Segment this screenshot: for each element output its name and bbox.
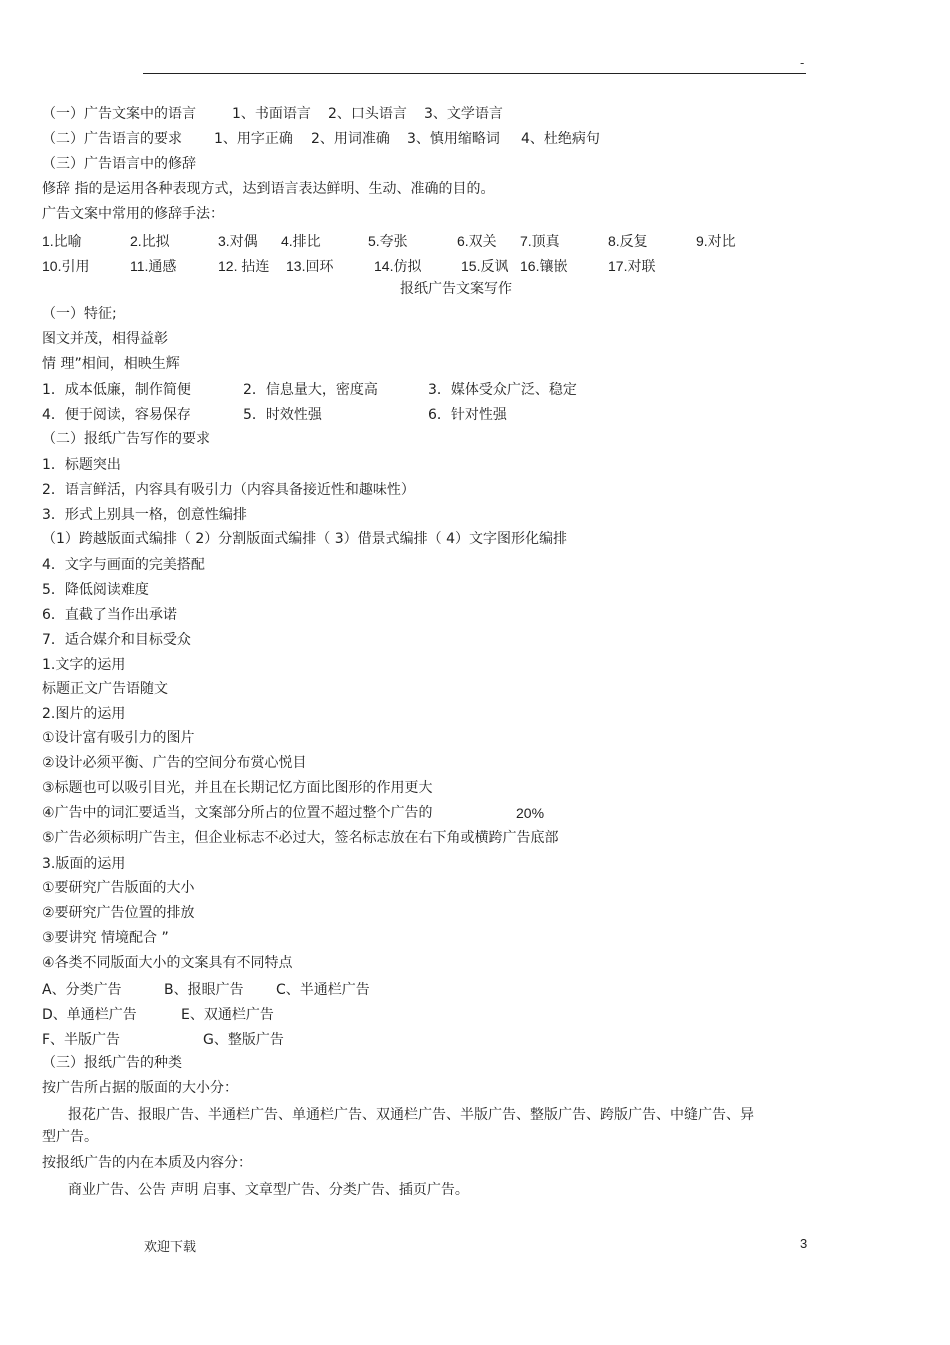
rhetoric-item: 15.反讽 xyxy=(461,258,509,274)
ad-size-option: B、报眼广告 xyxy=(164,982,244,998)
header-rule xyxy=(143,73,806,74)
line-writing-requirements: （二）报纸广告写作的要求 xyxy=(42,431,210,447)
size-types-list-end: 型广告。 xyxy=(42,1129,98,1145)
feature-point: 2．信息量大，密度高 xyxy=(243,382,378,398)
feature-point: 4．便于阅读，容易保存 xyxy=(42,407,191,423)
rhetoric-item: 7.顶真 xyxy=(520,233,560,249)
feature-point: 1．成本低廉，制作简便 xyxy=(42,382,191,398)
line-feature-2: 情 理”相间，相映生辉 xyxy=(42,356,180,372)
rhetoric-item: 10.引用 xyxy=(42,258,90,274)
rhetoric-item: 2.比拟 xyxy=(130,233,170,249)
feature-point: 3．媒体受众广泛、稳定 xyxy=(428,382,577,398)
layout-point: ②要研究广告位置的排放 xyxy=(42,905,195,921)
line-by-size: 按广告所占据的版面的大小分： xyxy=(42,1080,238,1096)
line-feature-1: 图文并茂，相得益彰 xyxy=(42,331,168,347)
rhetoric-item: 12. 拈连 xyxy=(218,258,270,274)
requirement-item: 5．降低阅读难度 xyxy=(42,582,149,598)
image-point: ⑤广告必须标明广告主，但企业标志不必过大，签名标志放在右下角或横跨广告底部 xyxy=(42,830,559,846)
layout-point: ③要讲究 情境配合 ” xyxy=(42,930,169,946)
line-features-heading: （一）特征; xyxy=(42,306,117,322)
size-types-list: 报花广告、报眼广告、半通栏广告、单通栏广告、双通栏广告、半版广告、整版广告、跨版广告、中缝广告、异 xyxy=(68,1107,754,1123)
requirement-item: 2．语言鲜活，内容具有吸引力（内容具备接近性和趣味性） xyxy=(42,482,415,498)
ad-size-option: F、半版广告 xyxy=(42,1032,121,1048)
feature-point: 6．针对性强 xyxy=(428,407,507,423)
layout-point: ①要研究广告版面的大小 xyxy=(42,880,195,896)
line-language-types: （一）广告文案中的语言 xyxy=(42,106,196,122)
requirement-item: 7．适合媒介和目标受众 xyxy=(42,632,191,648)
line-requirements-3: 3、慎用缩略词 xyxy=(407,131,500,147)
image-point: ②设计必须平衡、广告的空间分布赏心悦目 xyxy=(42,755,307,771)
feature-point: 5．时效性强 xyxy=(243,407,322,423)
image-point: ①设计富有吸引力的图片 xyxy=(42,730,195,746)
subheading-layout: 3.版面的运用 xyxy=(42,856,126,872)
content-types-list: 商业广告、公告 声明 启事、文章型广告、分类广告、插页广告。 xyxy=(68,1182,469,1198)
ad-size-option: D、单通栏广告 xyxy=(42,1007,137,1023)
rhetoric-item: 9.对比 xyxy=(696,233,736,249)
layout-types: （1）跨越版面式编排（ 2）分割版面式编排（ 3）借景式编排（ 4）文字图形化编排 xyxy=(42,531,567,547)
image-point: ④广告中的词汇要适当，文案部分所占的位置不超过整个广告的 xyxy=(42,805,433,821)
footer-label: 欢迎下载 xyxy=(144,1240,197,1255)
rhetoric-item: 13.回环 xyxy=(286,258,334,274)
line-by-content: 按报纸广告的内在本质及内容分： xyxy=(42,1155,252,1171)
rhetoric-item: 4.排比 xyxy=(281,233,321,249)
rhetoric-item: 8.反复 xyxy=(608,233,648,249)
rhetoric-item: 11.通感 xyxy=(130,258,177,274)
requirement-item: 1．标题突出 xyxy=(42,457,121,473)
line-requirements-2: 2、用词准确 xyxy=(311,131,390,147)
line-requirements-1: 1、用字正确 xyxy=(214,131,293,147)
section-title: 报纸广告文案写作 xyxy=(400,281,512,297)
line-language-types-1: 1、书面语言 xyxy=(232,106,311,122)
line-language-types-3: 3、文学语言 xyxy=(424,106,503,122)
layout-point: ④各类不同版面大小的文案具有不同特点 xyxy=(42,955,293,971)
requirement-item: 4．文字与画面的完美搭配 xyxy=(42,557,205,573)
rhetoric-item: 1.比喻 xyxy=(42,233,82,249)
rhetoric-item: 6.双关 xyxy=(457,233,497,249)
ad-size-option: G、整版广告 xyxy=(203,1032,284,1048)
subheading-text: 1.文字的运用 xyxy=(42,657,126,673)
line-requirements-4: 4、杜绝病句 xyxy=(521,131,600,147)
rhetoric-item: 17.对联 xyxy=(608,258,656,274)
line-requirements: （二）广告语言的要求 xyxy=(42,131,182,147)
requirement-item: 3．形式上别具一格，创意性编排 xyxy=(42,507,247,523)
line-ad-kinds-heading: （三）报纸广告的种类 xyxy=(42,1055,182,1071)
requirement-item: 6．直截了当作出承诺 xyxy=(42,607,177,623)
line-rhetoric-definition: 修辞 指的是运用各种表现方式，达到语言表达鲜明、生动、准确的目的。 xyxy=(42,181,495,197)
line-language-types-2: 2、口头语言 xyxy=(328,106,407,122)
rhetoric-item: 16.镶嵌 xyxy=(520,258,568,274)
ad-size-option: C、半通栏广告 xyxy=(276,982,370,998)
line-rhetoric-heading: （三）广告语言中的修辞 xyxy=(42,156,196,172)
rhetoric-item: 3.对偶 xyxy=(218,233,258,249)
ad-size-option: A、分类广告 xyxy=(42,982,122,998)
ad-size-option: E、双通栏广告 xyxy=(181,1007,274,1023)
header-dash: - xyxy=(800,56,805,70)
rhetoric-item: 14.仿拟 xyxy=(374,258,422,274)
image-point: ③标题也可以吸引目光，并且在长期记忆方面比图形的作用更大 xyxy=(42,780,433,796)
line-rhetoric-methods: 广告文案中常用的修辞手法： xyxy=(42,206,224,222)
image-point-percent: 20% xyxy=(516,805,545,821)
page-number: 3 xyxy=(800,1236,808,1251)
subheading-image: 2.图片的运用 xyxy=(42,706,126,722)
text-usage: 标题正文广告语随文 xyxy=(42,681,168,697)
rhetoric-item: 5.夸张 xyxy=(368,233,408,249)
